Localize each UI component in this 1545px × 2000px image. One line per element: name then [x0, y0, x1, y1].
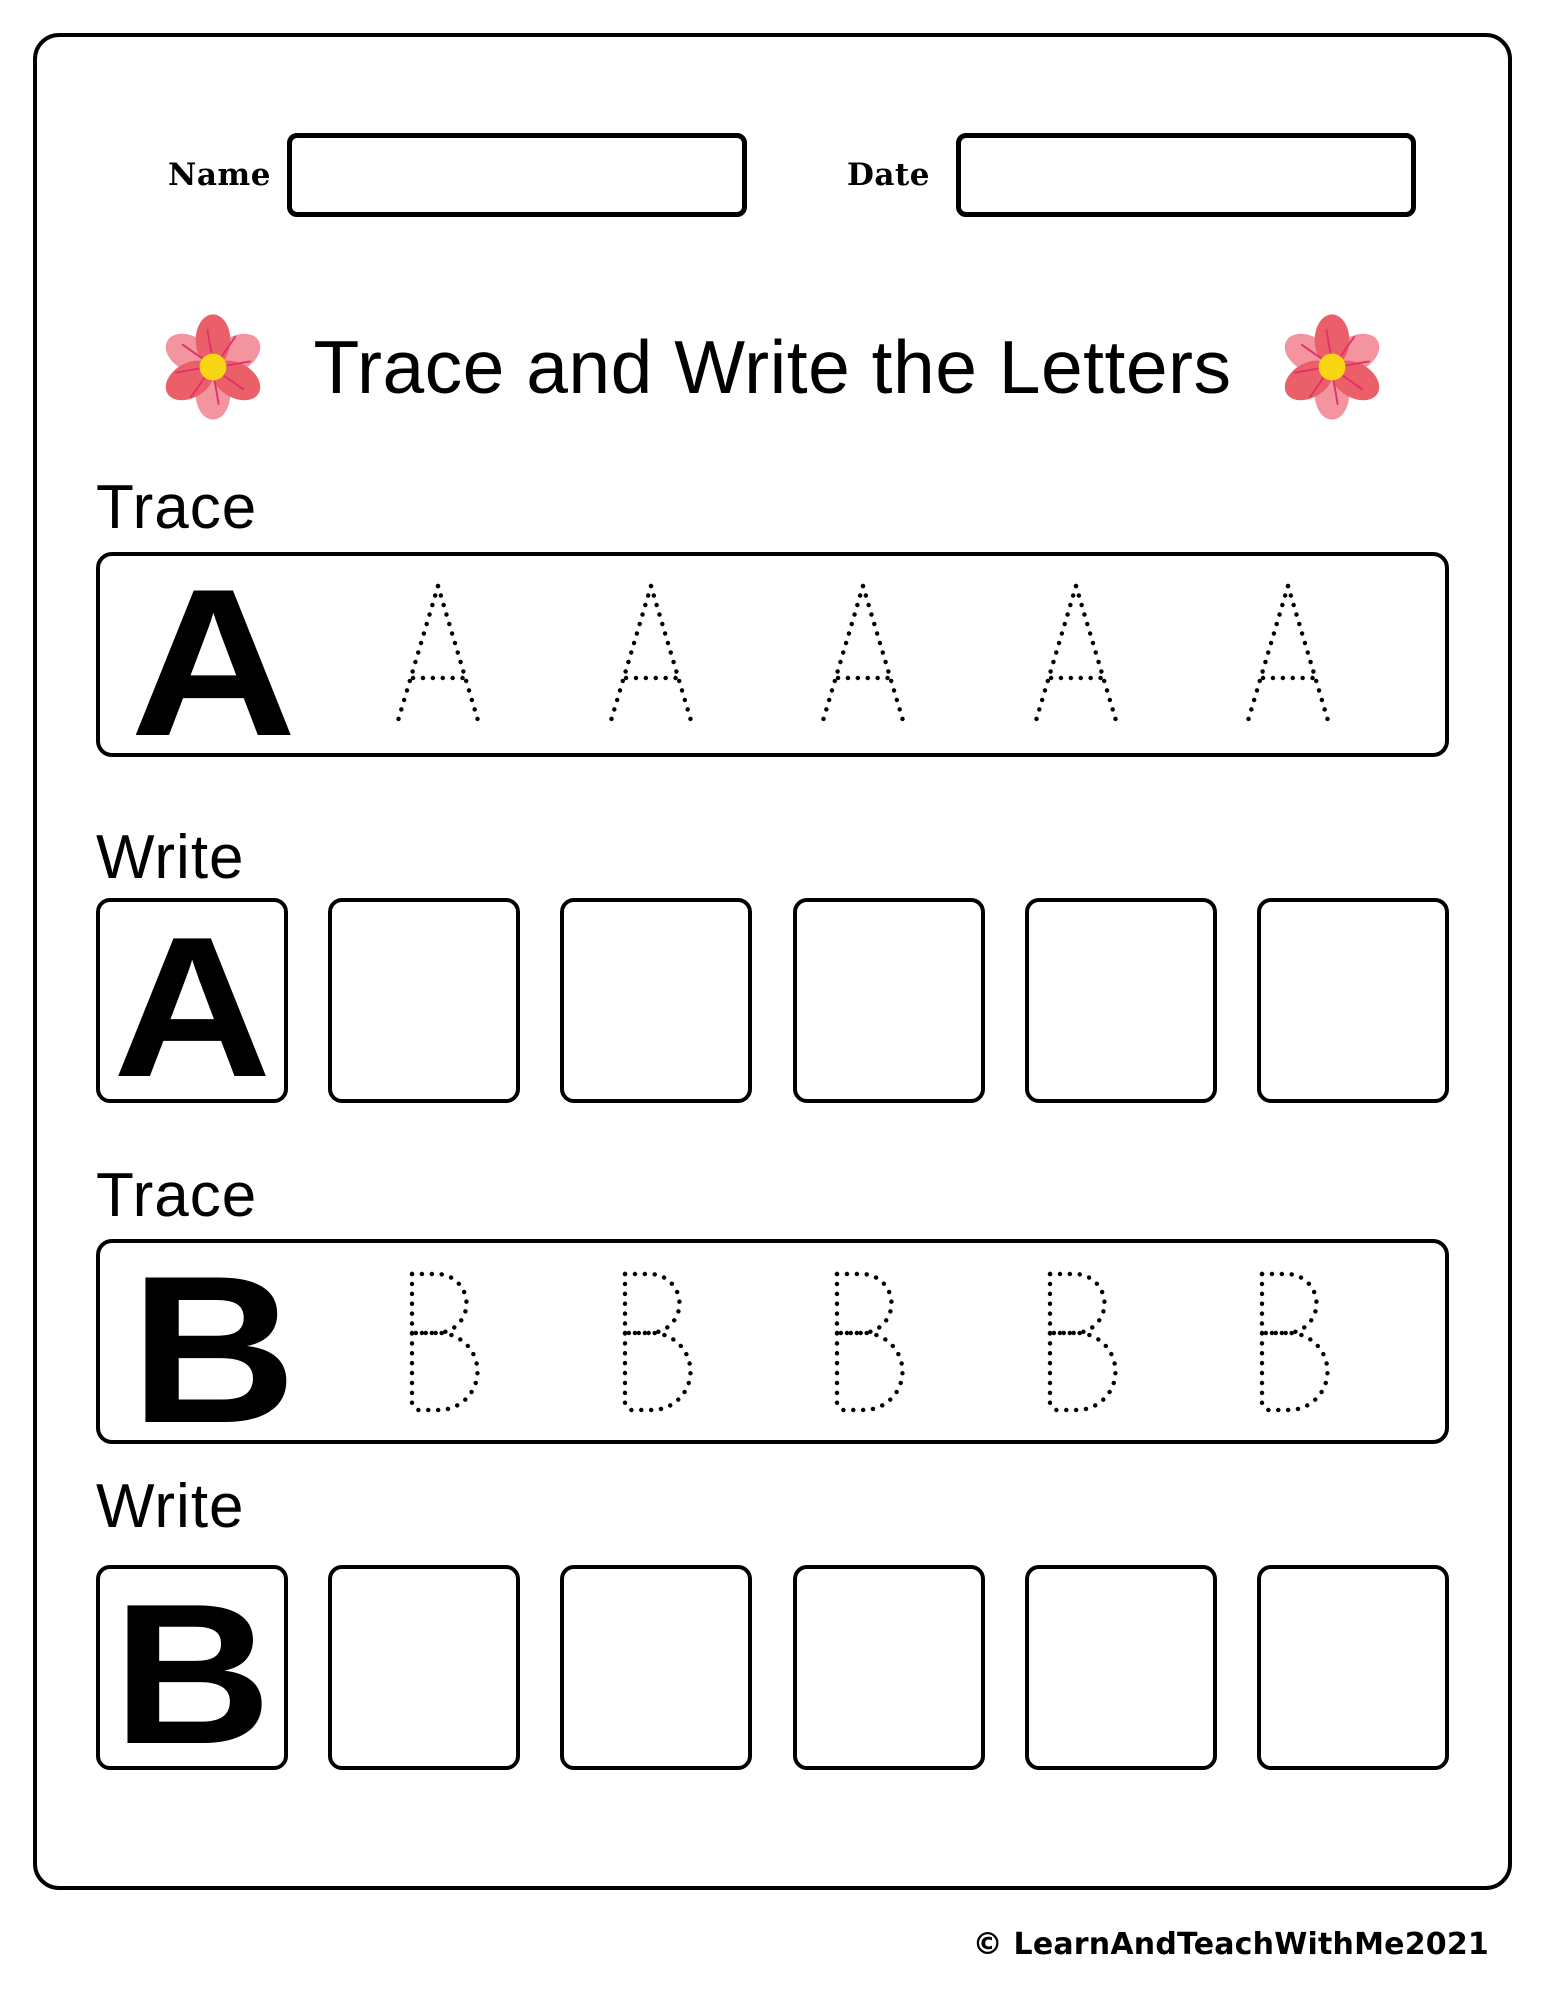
section-label-write: Write	[96, 823, 245, 893]
example-letter-a: A	[130, 544, 297, 780]
write-row-b	[96, 1563, 1449, 1787]
write-section-b	[96, 1472, 1449, 1787]
write-box-empty[interactable]	[328, 898, 520, 1103]
trace-section-a	[96, 473, 1449, 780]
date-label: Date	[846, 157, 930, 193]
write-box-empty[interactable]	[1257, 898, 1449, 1103]
dotted-letter-b[interactable]	[595, 1266, 707, 1418]
write-box-empty[interactable]	[793, 898, 985, 1103]
dotted-letter-a[interactable]	[1232, 579, 1344, 731]
flower-icon	[1276, 311, 1388, 423]
dotted-letter-a[interactable]	[595, 579, 707, 731]
example-letter-b: B	[112, 1563, 272, 1787]
trace-section-b	[96, 1160, 1449, 1467]
date-input-box[interactable]	[956, 133, 1416, 217]
write-row-a	[96, 896, 1449, 1120]
flower-icon	[157, 311, 269, 423]
write-box-example-b	[96, 1563, 288, 1787]
example-letter-b: B	[130, 1231, 297, 1467]
name-input-box[interactable]	[287, 133, 747, 217]
dotted-letter-b[interactable]	[382, 1266, 494, 1418]
write-box-empty[interactable]	[1025, 898, 1217, 1103]
dotted-letters-b	[282, 1266, 1445, 1418]
write-box-empty[interactable]	[328, 1565, 520, 1770]
write-box-empty[interactable]	[560, 1565, 752, 1770]
trace-row-a	[96, 544, 1449, 780]
write-box-empty[interactable]	[793, 1565, 985, 1770]
trace-row-b	[96, 1231, 1449, 1467]
copyright-footer: © LearnAndTeachWithMe2021	[972, 1927, 1489, 1962]
write-box-empty[interactable]	[560, 898, 752, 1103]
dotted-letter-b[interactable]	[807, 1266, 919, 1418]
write-box-empty[interactable]	[1257, 1565, 1449, 1770]
dotted-letter-b[interactable]	[1232, 1266, 1344, 1418]
header-row	[96, 133, 1449, 217]
dotted-letter-a[interactable]	[382, 579, 494, 731]
dotted-letter-a[interactable]	[807, 579, 919, 731]
example-letter-a: A	[112, 896, 272, 1120]
dotted-letters-a	[282, 579, 1445, 731]
name-label: Name	[168, 157, 271, 193]
page-title: Trace and Write the Letters	[313, 325, 1232, 409]
dotted-letter-b[interactable]	[1020, 1266, 1132, 1418]
write-section-a	[96, 823, 1449, 1120]
title-row	[96, 311, 1449, 423]
section-label-trace: Trace	[96, 1160, 258, 1230]
write-box-empty[interactable]	[1025, 1565, 1217, 1770]
section-label-trace: Trace	[96, 473, 258, 542]
section-label-write: Write	[96, 1472, 245, 1542]
write-box-example-a	[96, 896, 288, 1120]
dotted-letter-a[interactable]	[1020, 579, 1132, 731]
